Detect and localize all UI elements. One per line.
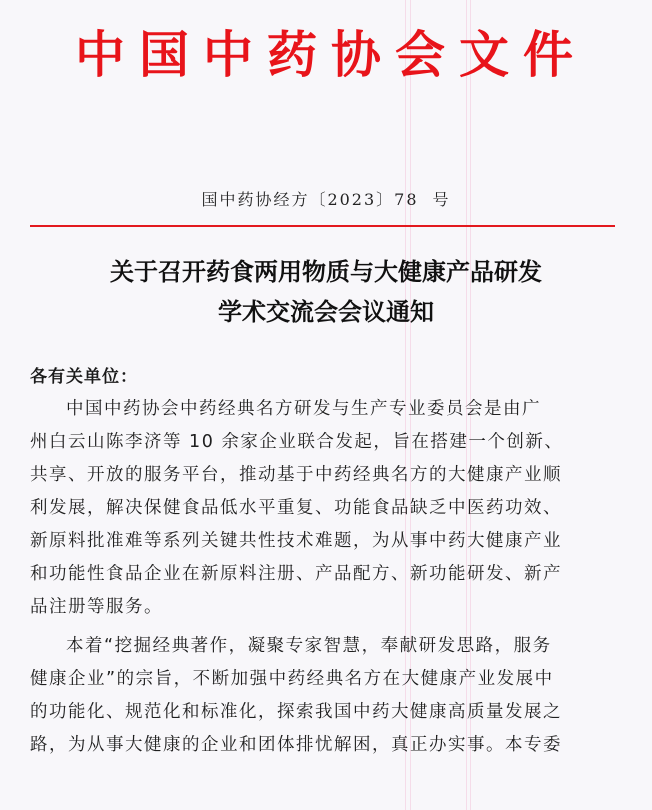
salutation: 各有关单位：	[30, 367, 138, 387]
paragraph-line: 路，为从事大健康的企业和团体排忧解困，真正办实事。本专委	[30, 735, 562, 755]
paragraph-line: 的功能化、规范化和标准化，探索我国中药大健康高质量发展之	[30, 702, 562, 722]
document-body	[30, 393, 630, 762]
paragraph-line: 品注册等服务。	[30, 597, 163, 617]
paragraph	[30, 393, 630, 624]
paragraph-line: 利发展，解决保健食品低水平重复、功能食品缺乏中医药功效、	[30, 498, 562, 518]
paragraph-line: 新原料批准难等系列关键共性技术难题，为从事中药大健康产业	[30, 531, 562, 551]
document-title	[0, 252, 652, 332]
title-line: 关于召开药食两用物质与大健康产品研发	[110, 257, 542, 286]
paragraph-line: 健康企业”的宗旨，不断加强中药经典名方在大健康产业发展中	[30, 669, 554, 689]
document-number-suffix: 号	[432, 190, 451, 209]
document-masthead: 中国中药协会文件	[75, 26, 587, 84]
red-divider-rule	[30, 225, 615, 227]
document-number-prefix: 国中药协经方〔2023〕78	[201, 190, 419, 209]
paragraph-line: 本着“挖掘经典著作，凝聚专家智慧，奉献研发思路，服务	[66, 636, 552, 656]
document-number	[0, 187, 652, 210]
paragraph-line: 共享、开放的服务平台，推动基于中药经典名方的大健康产业顺	[30, 465, 562, 485]
paragraph-line: 中国中药协会中药经典名方研发与生产专业委员会是由广	[66, 399, 541, 419]
paragraph	[30, 630, 630, 762]
paragraph-line: 和功能性食品企业在新原料注册、产品配方、新功能研发、新产	[30, 564, 562, 584]
title-line: 学术交流会会议通知	[218, 297, 434, 326]
paragraph-line: 州白云山陈李济等 10 余家企业联合发起，旨在搭建一个创新、	[30, 432, 564, 452]
